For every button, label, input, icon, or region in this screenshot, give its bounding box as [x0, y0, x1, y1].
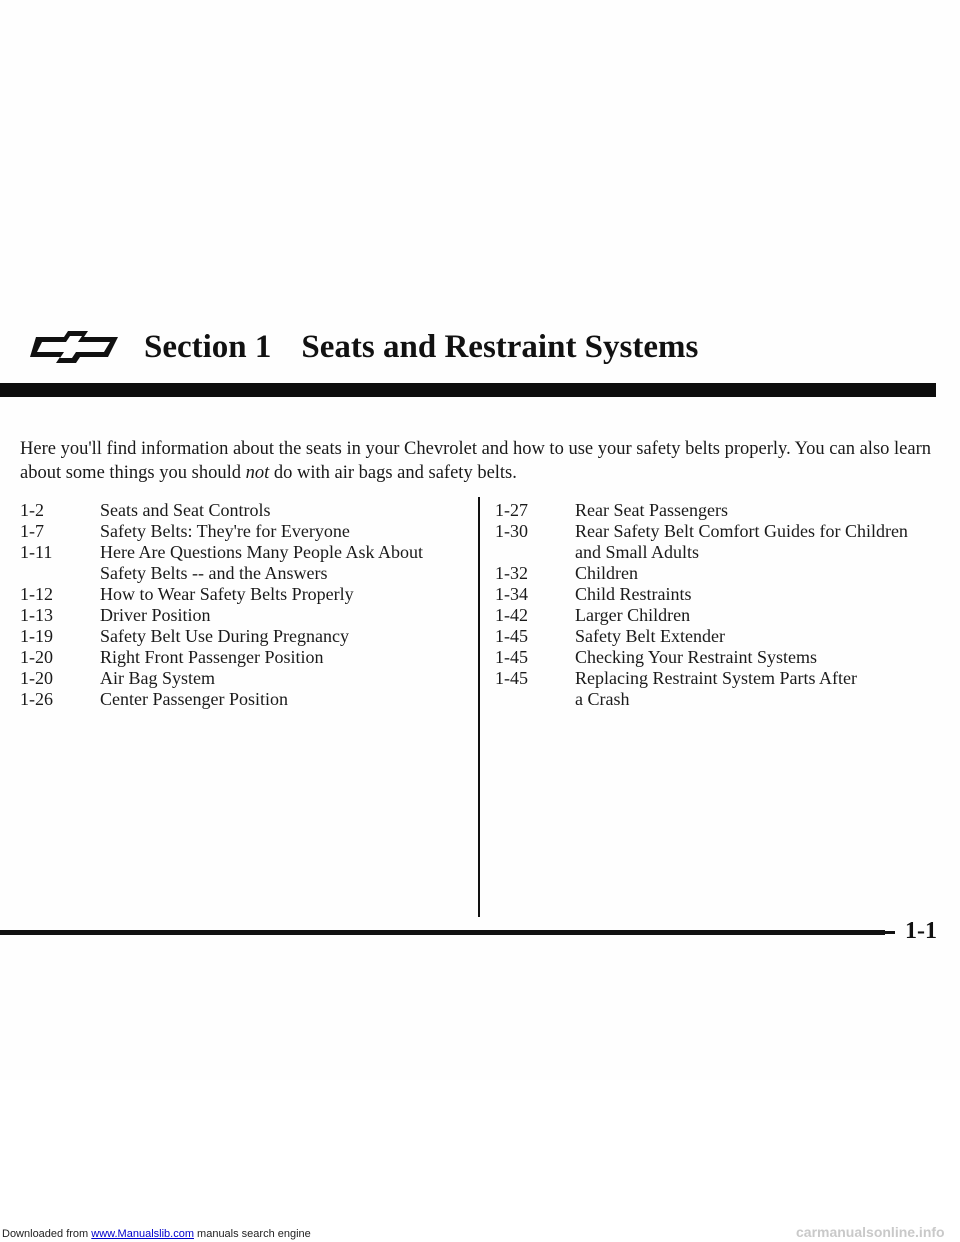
toc-entry-title: Right Front Passenger Position: [100, 647, 324, 667]
toc-page-number: 1-19: [20, 626, 53, 646]
toc-page-number: 1-11: [20, 542, 53, 562]
toc-entry[interactable]: [495, 647, 945, 668]
toc-entry[interactable]: [495, 563, 945, 584]
column-divider: [478, 497, 480, 917]
toc-entry-title: Larger Children: [575, 605, 691, 625]
toc-entry[interactable]: [495, 605, 945, 626]
toc-entry[interactable]: [20, 605, 475, 626]
manualslib-link[interactable]: www.Manualslib.com: [91, 1228, 194, 1240]
toc-entry[interactable]: [20, 542, 475, 563]
page-number: 1-1: [905, 918, 937, 944]
intro-text-start: Here you'll find information about the seats in your Chevrolet and how to use your safety belts properly. You can also learn about some things you should: [20, 439, 931, 483]
credit-suffix: manuals search engine: [193, 1228, 311, 1240]
intro-paragraph: [20, 437, 945, 485]
toc-page-number: 1-27: [495, 500, 528, 520]
toc-entry-title: Replacing Restraint System Parts After: [575, 668, 857, 688]
toc-entry[interactable]: [20, 563, 475, 584]
toc-page-number: [20, 563, 100, 584]
toc-page-number: 1-45: [495, 626, 528, 646]
intro-text-end: do with air bags and safety belts.: [269, 463, 517, 483]
watermark: carmanualsonline.info: [796, 1224, 945, 1240]
toc-page-number: 1-26: [20, 689, 53, 709]
toc-entry-title: Safety Belt Extender: [575, 626, 725, 646]
toc-entry-title: Seats and Seat Controls: [100, 500, 271, 520]
toc-page-number: 1-34: [495, 584, 528, 604]
toc-entry[interactable]: [20, 668, 475, 689]
toc-entry-title: Rear Seat Passengers: [575, 500, 728, 520]
toc-entry[interactable]: [20, 689, 475, 710]
toc-entry[interactable]: [20, 584, 475, 605]
toc-entry-title: Here Are Questions Many People Ask About: [100, 542, 423, 562]
toc-page-number: 1-45: [495, 647, 528, 667]
toc-entry[interactable]: [495, 584, 945, 605]
toc-entry[interactable]: [20, 626, 475, 647]
toc-page-number: 1-30: [495, 521, 528, 541]
toc-page-number: [495, 542, 575, 563]
toc-entry[interactable]: [495, 521, 945, 542]
toc-entry-title: Child Restraints: [575, 584, 692, 604]
toc-entry[interactable]: [495, 542, 945, 563]
toc-entry-title: a Crash: [575, 689, 630, 709]
toc-entry[interactable]: [20, 500, 475, 521]
toc-page-number: 1-32: [495, 563, 528, 583]
toc-entry-title: Safety Belts: They're for Everyone: [100, 521, 350, 541]
section-header: [28, 322, 698, 372]
section-title: Seats and Restraint Systems: [301, 328, 699, 365]
credit-prefix: Downloaded from: [2, 1228, 92, 1240]
toc-page-number: 1-20: [20, 647, 53, 667]
toc-page-number: 1-12: [20, 584, 53, 604]
toc-left-column: [20, 500, 475, 710]
footer-rule: [0, 930, 885, 935]
toc-entry-title: and Small Adults: [575, 542, 700, 562]
download-credit: [2, 1228, 311, 1240]
chevrolet-bowtie-icon: [28, 327, 124, 367]
section-label: Section 1: [144, 328, 272, 365]
intro-emphasis: not: [245, 463, 270, 483]
toc-entry[interactable]: [495, 500, 945, 521]
toc-page-number: 1-2: [20, 500, 44, 520]
toc-entry-title: Safety Belts -- and the Answers: [100, 563, 328, 583]
toc-entry-title: How to Wear Safety Belts Properly: [100, 584, 354, 604]
toc-entry-title: Driver Position: [100, 605, 211, 625]
toc-entry-title: Center Passenger Position: [100, 689, 288, 709]
toc-entry[interactable]: [495, 668, 945, 689]
toc-entry-title: Safety Belt Use During Pregnancy: [100, 626, 349, 646]
toc-page-number: 1-13: [20, 605, 53, 625]
toc-entry[interactable]: [495, 689, 945, 710]
toc-entry-title: Rear Safety Belt Comfort Guides for Children: [575, 521, 908, 541]
toc-page-number: 1-7: [20, 521, 44, 541]
toc-entry-title: Children: [575, 563, 638, 583]
toc-entry[interactable]: [20, 521, 475, 542]
toc-entry-title: Checking Your Restraint Systems: [575, 647, 818, 667]
toc-right-column: [495, 500, 945, 710]
toc-page-number: [495, 689, 575, 710]
header-rule: [0, 383, 936, 397]
toc-entry[interactable]: [495, 626, 945, 647]
toc-entry-title: Air Bag System: [100, 668, 215, 688]
toc-entry[interactable]: [20, 647, 475, 668]
toc-page-number: 1-20: [20, 668, 53, 688]
toc-page-number: 1-42: [495, 605, 528, 625]
toc-page-number: 1-45: [495, 668, 528, 688]
